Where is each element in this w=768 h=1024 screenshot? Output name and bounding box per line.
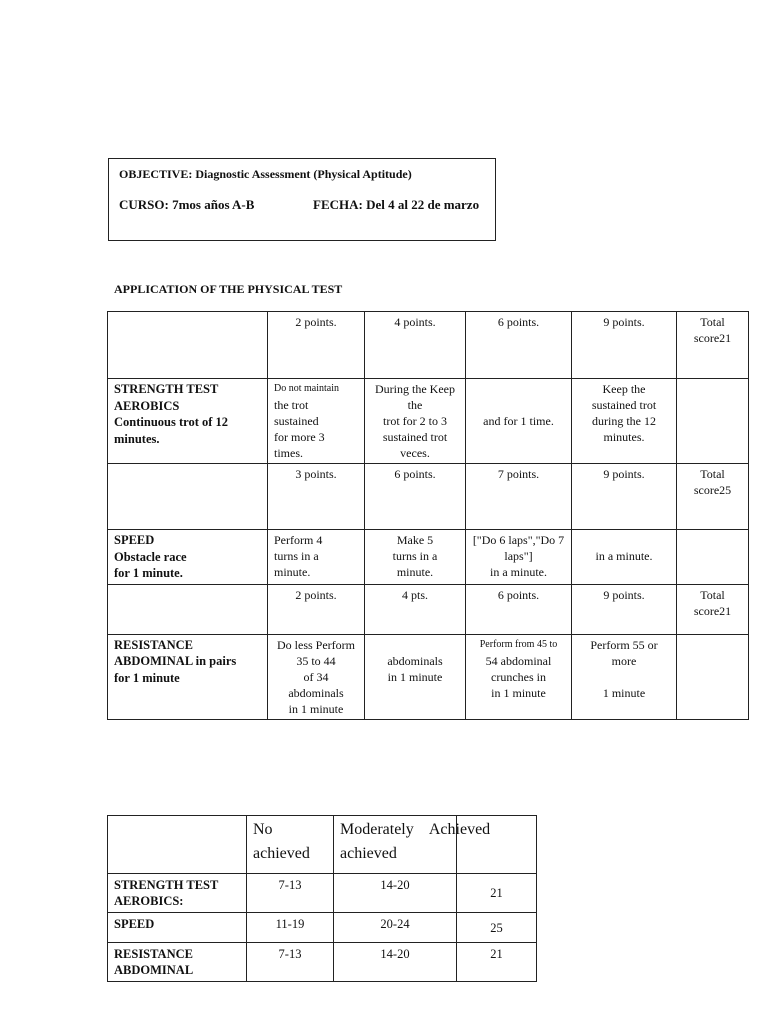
resistance-cell-2: abdominals in 1 minute bbox=[365, 634, 466, 719]
speed-cell-4: in a minute. bbox=[572, 530, 677, 585]
summary-row-speed bbox=[108, 913, 537, 943]
speed-description-row bbox=[108, 530, 749, 585]
empty-cell bbox=[677, 530, 749, 585]
total-score-cell: Total score25 bbox=[677, 464, 749, 530]
total-score-cell: Total score21 bbox=[677, 584, 749, 634]
summary-value: 21 bbox=[457, 943, 537, 982]
aerobics-cell-1 bbox=[268, 379, 365, 464]
summary-value: 14-20 bbox=[334, 874, 457, 913]
aerobics-label: STRENGTH TEST AEROBICS Continuous trot of 12 minutes. bbox=[108, 379, 268, 464]
empty-cell bbox=[677, 634, 749, 719]
objective-line bbox=[119, 167, 412, 182]
empty-cell bbox=[108, 464, 268, 530]
header-moderately-achieved: Moderately Achieved achieved bbox=[334, 816, 457, 874]
points-cell: 6 points. bbox=[466, 584, 572, 634]
summary-value: 20-24 bbox=[334, 913, 457, 943]
points-cell: 4 points. bbox=[365, 312, 466, 379]
summary-row-resistance bbox=[108, 943, 537, 982]
aerobics-cell-3: and for 1 time. bbox=[466, 379, 572, 464]
aerobics-cell-1-small: Do not maintain bbox=[274, 383, 339, 394]
points-cell: 9 points. bbox=[572, 464, 677, 530]
summary-row-aerobics bbox=[108, 874, 537, 913]
aerobics-points-row bbox=[108, 312, 749, 379]
summary-header-row bbox=[108, 816, 537, 874]
curso-label: CURSO: 7mos años A-B bbox=[119, 197, 255, 212]
speed-cell-1: Perform 4 turns in a minute. bbox=[268, 530, 365, 585]
points-cell: 6 points. bbox=[466, 312, 572, 379]
aerobics-cell-4: Keep the sustained trot during the 12 minutes. bbox=[572, 379, 677, 464]
empty-cell bbox=[108, 584, 268, 634]
empty-cell bbox=[108, 312, 268, 379]
resistance-cell-3-text: 54 abdominal crunches in in 1 minute bbox=[485, 653, 552, 700]
speed-cell-3: ["Do 6 laps","Do 7 laps"] in a minute. bbox=[466, 530, 572, 585]
resistance-cell-1: Do less Perform 35 to 44 of 34 abdominals in 1 minute bbox=[268, 634, 365, 719]
summary-row-label: RESISTANCE ABDOMINAL bbox=[108, 943, 247, 982]
aerobics-description-row bbox=[108, 379, 749, 464]
summary-value: 21 bbox=[457, 874, 537, 913]
speed-cell-2: Make 5 turns in a minute. bbox=[365, 530, 466, 585]
points-cell: 6 points. bbox=[365, 464, 466, 530]
summary-table bbox=[107, 815, 537, 982]
objective-text: Diagnostic Assessment (Physical Aptitude) bbox=[192, 167, 412, 181]
summary-row-label: SPEED bbox=[108, 913, 247, 943]
header-no-achieved: No achieved bbox=[247, 816, 334, 874]
summary-row-label: STRENGTH TEST AEROBICS: bbox=[108, 874, 247, 913]
points-cell: 2 points. bbox=[268, 584, 365, 634]
summary-value: 7-13 bbox=[247, 943, 334, 982]
points-cell: 3 points. bbox=[268, 464, 365, 530]
summary-value: 25 bbox=[457, 913, 537, 943]
fecha-label: FECHA: Del 4 al 22 de marzo bbox=[313, 197, 480, 212]
points-cell: 2 points. bbox=[268, 312, 365, 379]
points-cell: 4 pts. bbox=[365, 584, 466, 634]
summary-value: 14-20 bbox=[334, 943, 457, 982]
aerobics-cell-1-text: the trot sustained for more 3 times. bbox=[274, 398, 325, 460]
objective-label: OBJECTIVE: bbox=[119, 167, 193, 181]
section-title: APPLICATION OF THE PHYSICAL TEST bbox=[114, 282, 343, 296]
resistance-cell-3 bbox=[466, 634, 572, 719]
resistance-cell-4: Perform 55 or more 1 minute bbox=[572, 634, 677, 719]
speed-points-row bbox=[108, 464, 749, 530]
resistance-points-row bbox=[108, 584, 749, 634]
points-cell: 7 points. bbox=[466, 464, 572, 530]
points-cell: 9 points. bbox=[572, 312, 677, 379]
speed-label: SPEED Obstacle race for 1 minute. bbox=[108, 530, 268, 585]
points-cell: 9 points. bbox=[572, 584, 677, 634]
resistance-description-row bbox=[108, 634, 749, 719]
objective-box bbox=[108, 158, 496, 241]
empty-cell bbox=[677, 379, 749, 464]
total-score-cell: Total score21 bbox=[677, 312, 749, 379]
physical-test-table bbox=[107, 311, 749, 720]
summary-value: 7-13 bbox=[247, 874, 334, 913]
resistance-label: RESISTANCE ABDOMINAL in pairs for 1 minute bbox=[108, 634, 268, 719]
summary-value: 11-19 bbox=[247, 913, 334, 943]
resistance-cell-3-small: Perform from 45 to bbox=[479, 638, 558, 650]
empty-cell bbox=[108, 816, 247, 874]
aerobics-cell-2: During the Keep the trot for 2 to 3 sustained trot veces. bbox=[365, 379, 466, 464]
